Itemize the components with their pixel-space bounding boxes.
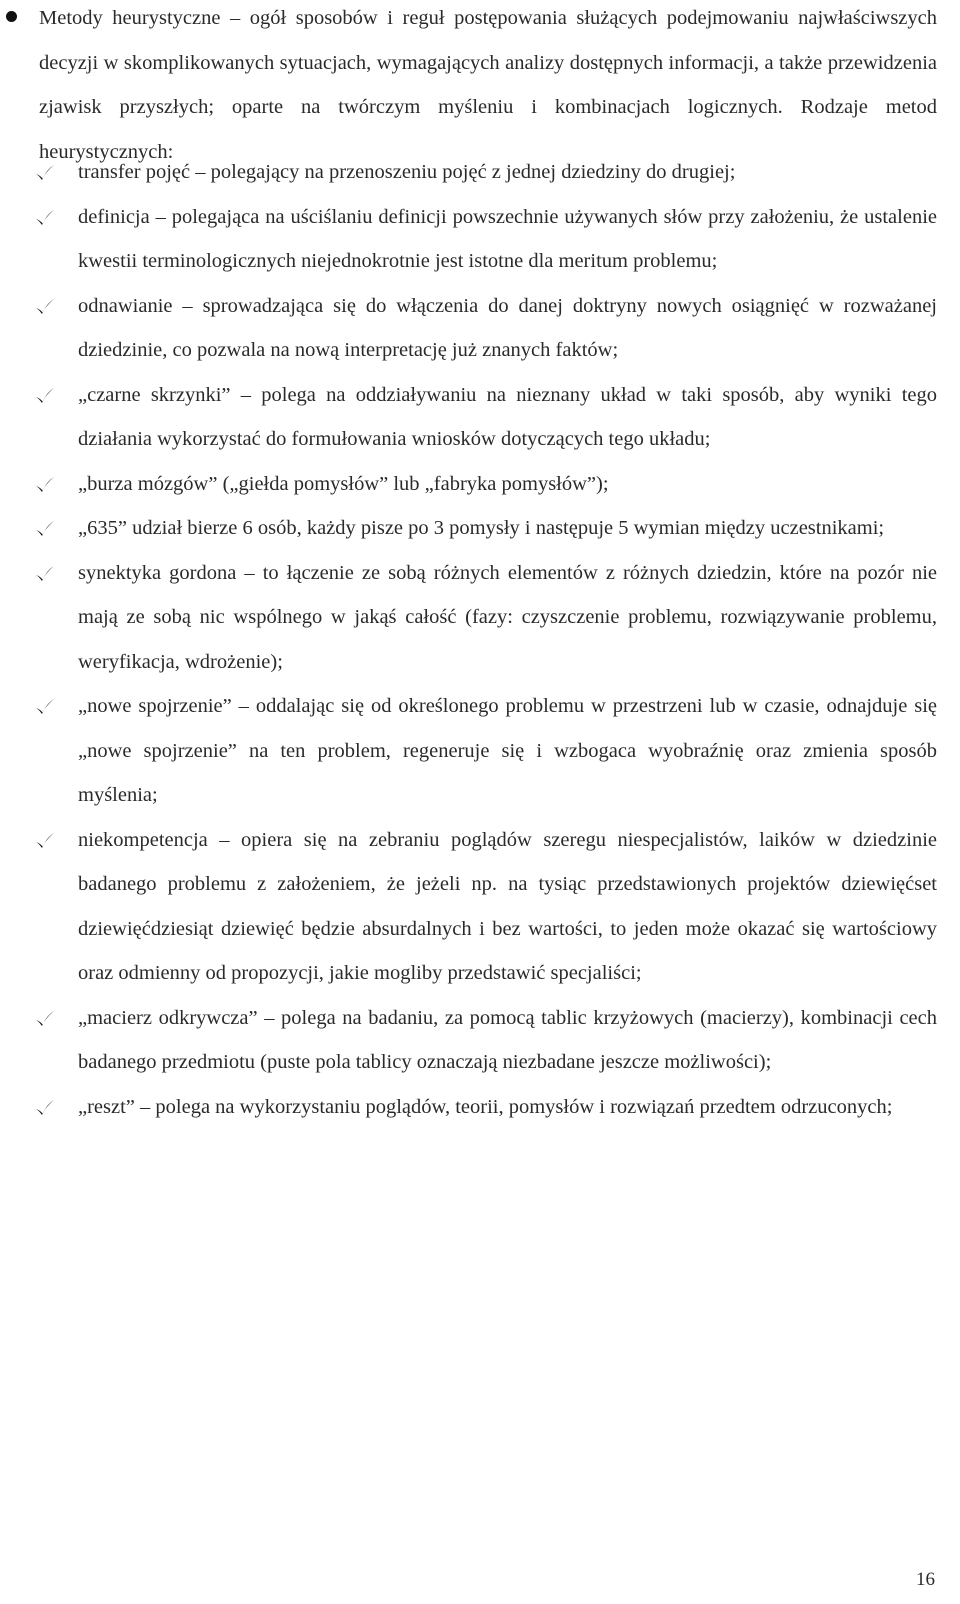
list-item-text: transfer pojęć – polegający na przenoszeniu pojęć z jednej dziedziny do drugiej; [78,161,736,183]
list-item-11 [0,1085,937,1130]
list-item-text: „czarne skrzynki” – polega na oddziaływaniu na nieznany układ w taki sposób, aby wyniki tego działania wykorzystać do formułowania wniosków dotyczących tego układu; [78,383,937,450]
checkmark-icon [34,564,56,584]
intro-text: Metody heurystyczne – ogół sposobów i reguł postępowania służących podejmowaniu najwłaściwszych decyzji w skomplikowanych sytuacjach, wymagających analizy dostępnych informacji, a także przewidzenia zjawisk przyszłych; oparte na twórczym myśleniu i kombinacjach logicznych. Rodzaje metod heurystycznych: [39,7,937,163]
list-item-8 [0,684,937,818]
list-item-text: „macierz odkrywcza” – polega na badaniu, za pomocą tablic krzyżowych (macierzy), kombinacji cech badanego przedmiotu (puste pola tablicy oznaczają niezbadane jeszcze możliwości); [78,1006,937,1073]
list-item-5 [0,462,937,507]
list-item-text: „nowe spojrzenie” – oddalając się od określonego problemu w przestrzeni lub w czasie, odnajduje się „nowe spojrzenie” na ten problem, regeneruje się i wzbogaca wyobraźnię oraz zmienia sposób myślenia; [78,695,937,806]
list-item-text: definicja – polegająca na uściślaniu definicji powszechnie używanych słów przy założeniu, że ustalenie kwestii terminologicznych niejednokrotnie jest istotne dla meritum problemu; [78,205,937,272]
list-item-text: „635” udział bierze 6 osób, każdy pisze po 3 pomysły i następuje 5 wymian między uczestnikami; [78,517,885,539]
bullet-dot-icon [6,11,17,22]
checkmark-icon [34,386,56,406]
list-item-text: „burza mózgów” („giełda pomysłów” lub „fabryka pomysłów”); [78,472,609,495]
list-item-10 [0,996,937,1085]
checkmark-icon [34,697,56,717]
list-item-text: „reszt” – polega na wykorzystaniu poglądów, teorii, pomysłów i rozwiązań przedtem odrzuconych; [78,1095,893,1118]
checkmark-icon [34,519,56,539]
heuristic-methods-list [0,150,960,1129]
intro-paragraph [0,0,960,174]
list-item-2 [0,195,937,284]
checkmark-icon [34,163,56,183]
checkmark-icon [34,831,56,851]
list-item-6 [0,506,937,551]
page-number: 16 [916,1569,935,1590]
list-item-text: synektyka gordona – to łączenie ze sobą różnych elementów z różnych dziedzin, które na pozór nie mają ze sobą nic wspólnego w jakąś całość (fazy: czyszczenie problemu, rozwiązywanie problemu, weryfikacja, wdrożenie); [78,561,937,673]
list-item-7 [0,551,937,685]
checkmark-icon [34,1009,56,1029]
list-item-3 [0,284,937,373]
checkmark-icon [34,475,56,495]
checkmark-icon [34,208,56,228]
checkmark-icon [34,297,56,317]
list-item-4 [0,373,937,462]
list-item-1 [0,150,937,195]
list-item-9 [0,818,937,996]
list-item-text: niekompetencja – opiera się na zebraniu poglądów szeregu niespecjalistów, laików w dziedzinie badanego problemu z założeniem, że jeżeli np. na tysiąc przedstawionych projektów dziewięćset dziewięćdziesiąt dziewięć będzie absurdalnych i bez wartości, to jeden może okazać się wartościowy oraz odmienny od propozycji, jakie mogliby przedstawić specjaliści; [78,828,937,984]
checkmark-icon [34,1098,56,1118]
list-item-text: odnawianie – sprowadzająca się do włączenia do danej doktryny nowych osiągnięć w rozważanej dziedzinie, co pozwala na nową interpretację już znanych faktów; [78,294,937,361]
